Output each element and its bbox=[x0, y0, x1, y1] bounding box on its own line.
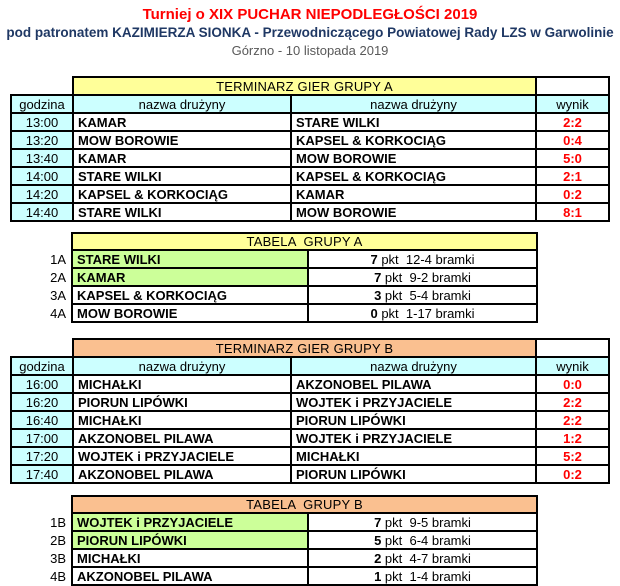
away-team-name: KAPSEL & KORKOCIĄG bbox=[291, 131, 536, 149]
match-row bbox=[11, 185, 609, 203]
rank-label: 4B bbox=[50, 568, 66, 584]
away-team-name: STARE WILKI bbox=[291, 113, 536, 131]
match-score: 1:2 bbox=[536, 429, 609, 447]
points-value: 0 bbox=[370, 305, 378, 321]
match-time: 16:40 bbox=[11, 411, 73, 429]
group-a-standings bbox=[10, 250, 537, 322]
home-team-name: KAPSEL & KORKOCIĄG bbox=[73, 185, 291, 203]
away-column-header: nazwa drużyny bbox=[291, 357, 536, 375]
event-date: Górzno - 10 listopada 2019 bbox=[231, 43, 389, 58]
away-team-name: AKZONOBEL PILAWA bbox=[291, 375, 536, 393]
team-name: MOW BOROWIE bbox=[72, 304, 308, 322]
away-team-name: KAPSEL & KORKOCIĄG bbox=[291, 167, 536, 185]
home-team-name: WOJTEK i PRZYJACIELE bbox=[73, 447, 291, 465]
result-column-header: wynik bbox=[536, 95, 609, 113]
team-stats: 7 pkt 9-2 bramki bbox=[308, 268, 537, 286]
match-row bbox=[11, 393, 609, 411]
away-team-name: KAMAR bbox=[291, 185, 536, 203]
group-a-schedule-title: TERMINARZ GIER GRUPY A bbox=[73, 77, 536, 95]
match-row bbox=[11, 411, 609, 429]
time-column-header: godzina bbox=[11, 95, 73, 113]
standing-row bbox=[10, 268, 537, 286]
schedule-title-row bbox=[11, 339, 609, 357]
match-score: 0:4 bbox=[536, 131, 609, 149]
team-name: WOJTEK i PRZYJACIELE bbox=[72, 513, 308, 531]
match-score: 0:0 bbox=[536, 375, 609, 393]
spacer-cell bbox=[11, 77, 73, 95]
match-row bbox=[11, 149, 609, 167]
team-stats: 7 pkt 9-5 bramki bbox=[308, 513, 537, 531]
standing-row bbox=[10, 286, 537, 304]
standing-row bbox=[10, 531, 537, 549]
team-name: PIORUN LIPÓWKI bbox=[72, 531, 308, 549]
schedule-header-row bbox=[11, 357, 609, 375]
match-time: 13:00 bbox=[11, 113, 73, 131]
match-time: 14:40 bbox=[11, 203, 73, 221]
standings-title-row bbox=[10, 233, 537, 250]
team-name: KAPSEL & KORKOCIĄG bbox=[72, 286, 308, 304]
schedule-empty-cell bbox=[536, 339, 609, 357]
match-time: 14:00 bbox=[11, 167, 73, 185]
standing-row bbox=[10, 250, 537, 268]
rank-label: 3A bbox=[50, 287, 66, 303]
points-value: 3 bbox=[374, 287, 382, 303]
team-name: STARE WILKI bbox=[72, 250, 308, 268]
home-team-name: KAMAR bbox=[73, 149, 291, 167]
match-time: 17:20 bbox=[11, 447, 73, 465]
team-stats: 0 pkt 1-17 bramki bbox=[308, 304, 537, 322]
group-a-schedule-table bbox=[10, 76, 610, 222]
match-row bbox=[11, 447, 609, 465]
rank-label: 3B bbox=[50, 550, 66, 566]
match-score: 2:2 bbox=[536, 393, 609, 411]
team-name: AKZONOBEL PILAWA bbox=[72, 567, 308, 585]
group-b-matches bbox=[11, 375, 609, 483]
match-score: 5:2 bbox=[536, 447, 609, 465]
page-header bbox=[0, 0, 620, 59]
standing-row bbox=[10, 549, 537, 567]
group-b-schedule-title: TERMINARZ GIER GRUPY B bbox=[73, 339, 536, 357]
home-column-header: nazwa drużyny bbox=[73, 357, 291, 375]
standings-title-row bbox=[10, 496, 537, 513]
match-time: 16:00 bbox=[11, 375, 73, 393]
home-team-name: AKZONOBEL PILAWA bbox=[73, 429, 291, 447]
schedule-empty-cell bbox=[536, 77, 609, 95]
group-a-matches bbox=[11, 113, 609, 221]
team-name: MICHAŁKI bbox=[72, 549, 308, 567]
away-column-header: nazwa drużyny bbox=[291, 95, 536, 113]
points-value: 2 bbox=[374, 550, 382, 566]
match-score: 2:2 bbox=[536, 411, 609, 429]
group-b-standings-table bbox=[10, 495, 538, 586]
result-column-header: wynik bbox=[536, 357, 609, 375]
team-stats: 1 pkt 1-4 bramki bbox=[308, 567, 537, 585]
away-team-name: MOW BOROWIE bbox=[291, 149, 536, 167]
group-b-standings bbox=[10, 513, 537, 585]
away-team-name: MOW BOROWIE bbox=[291, 203, 536, 221]
match-time: 17:40 bbox=[11, 465, 73, 483]
match-row bbox=[11, 429, 609, 447]
away-team-name: PIORUN LIPÓWKI bbox=[291, 465, 536, 483]
away-team-name: MICHAŁKI bbox=[291, 447, 536, 465]
rank-label: 1A bbox=[50, 251, 66, 267]
group-b-standings-title: TABELA GRUPY B bbox=[72, 496, 537, 513]
points-value: 7 bbox=[374, 514, 382, 530]
match-row bbox=[11, 167, 609, 185]
standing-row bbox=[10, 567, 537, 585]
group-b-schedule-table bbox=[10, 338, 610, 484]
match-row bbox=[11, 113, 609, 131]
standing-row bbox=[10, 513, 537, 531]
match-time: 17:00 bbox=[11, 429, 73, 447]
points-value: 5 bbox=[374, 532, 382, 548]
home-team-name: AKZONOBEL PILAWA bbox=[73, 465, 291, 483]
team-stats: 2 pkt 4-7 bramki bbox=[308, 549, 537, 567]
home-team-name: MICHAŁKI bbox=[73, 375, 291, 393]
away-team-name: WOJTEK i PRZYJACIELE bbox=[291, 429, 536, 447]
match-score: 2:2 bbox=[536, 113, 609, 131]
match-time: 13:40 bbox=[11, 149, 73, 167]
match-time: 14:20 bbox=[11, 185, 73, 203]
standing-row bbox=[10, 304, 537, 322]
rank-label: 1B bbox=[50, 514, 66, 530]
time-column-header: godzina bbox=[11, 357, 73, 375]
match-row bbox=[11, 203, 609, 221]
points-value: 1 bbox=[374, 568, 382, 584]
match-row bbox=[11, 375, 609, 393]
page-title: Turniej o XIX PUCHAR NIEPODLEGŁOŚCI 2019 bbox=[142, 6, 478, 23]
spacer-cell bbox=[10, 233, 72, 250]
home-team-name: MICHAŁKI bbox=[73, 411, 291, 429]
match-time: 16:20 bbox=[11, 393, 73, 411]
match-score: 5:0 bbox=[536, 149, 609, 167]
home-team-name: MOW BOROWIE bbox=[73, 131, 291, 149]
rank-label: 2A bbox=[50, 269, 66, 285]
spacer-cell bbox=[10, 496, 72, 513]
spacer-cell bbox=[11, 339, 73, 357]
team-stats: 5 pkt 6-4 bramki bbox=[308, 531, 537, 549]
match-row bbox=[11, 465, 609, 483]
away-team-name: WOJTEK i PRZYJACIELE bbox=[291, 393, 536, 411]
home-team-name: PIORUN LIPÓWKI bbox=[73, 393, 291, 411]
match-score: 8:1 bbox=[536, 203, 609, 221]
group-a-standings-table bbox=[10, 232, 538, 323]
home-team-name: STARE WILKI bbox=[73, 167, 291, 185]
schedule-header-row bbox=[11, 95, 609, 113]
group-a-standings-title: TABELA GRUPY A bbox=[72, 233, 537, 250]
home-team-name: KAMAR bbox=[73, 113, 291, 131]
page-subtitle: pod patronatem KAZIMIERZA SIONKA - Przewodniczącego Powiatowej Rady LZS w Garwolinie bbox=[6, 25, 614, 40]
match-score: 2:1 bbox=[536, 167, 609, 185]
match-time: 13:20 bbox=[11, 131, 73, 149]
rank-label: 2B bbox=[50, 532, 66, 548]
team-name: KAMAR bbox=[72, 268, 308, 286]
team-stats: 7 pkt 12-4 bramki bbox=[308, 250, 537, 268]
match-row bbox=[11, 131, 609, 149]
away-team-name: PIORUN LIPÓWKI bbox=[291, 411, 536, 429]
home-team-name: STARE WILKI bbox=[73, 203, 291, 221]
points-value: 7 bbox=[370, 251, 378, 267]
match-score: 0:2 bbox=[536, 185, 609, 203]
rank-label: 4A bbox=[50, 305, 66, 321]
schedule-title-row bbox=[11, 77, 609, 95]
team-stats: 3 pkt 5-4 bramki bbox=[308, 286, 537, 304]
points-value: 7 bbox=[374, 269, 382, 285]
match-score: 0:2 bbox=[536, 465, 609, 483]
home-column-header: nazwa drużyny bbox=[73, 95, 291, 113]
